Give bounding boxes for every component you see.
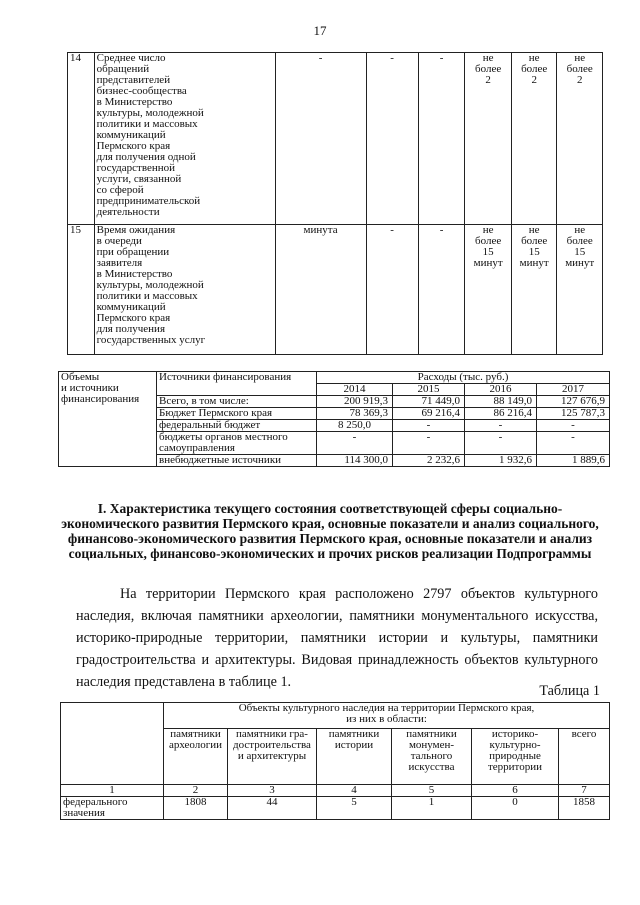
table-caption: Таблица 1: [539, 683, 600, 699]
source-name: внебюджетные источники: [157, 455, 317, 467]
column-header: памятники монумен- тального искусства: [392, 729, 472, 785]
value-cell: 1: [392, 797, 472, 820]
table-row: [61, 797, 610, 820]
value-cell: -: [366, 53, 418, 225]
column-number: 4: [317, 785, 392, 797]
value-cell: не более 2: [511, 53, 557, 225]
expenses-header: Расходы (тыс. руб.): [317, 372, 610, 384]
column-number: 7: [559, 785, 610, 797]
source-name: Бюджет Пермского края: [157, 408, 317, 420]
indicator-label: Время ожидания в очереди при обращении заявителя в Министерство культуры, молодежной политики и массовых коммуникаций Пермского края для получения государственных услуг: [94, 225, 275, 355]
amount-cell: 86 216,4: [465, 408, 537, 420]
section-heading: I. Характеристика текущего состояния соответствующей сферы социально-экономического развития Пермского края, основные показатели и анализ социального, финансово-экономического развития Пермского края, основные показатели и анализ социальных, финансово-экономических и прочих рисков реализации Подпрограммы: [61, 501, 599, 561]
amount-cell: -: [537, 432, 610, 455]
amount-cell: -: [317, 432, 393, 455]
amount-cell: 78 369,3: [317, 408, 393, 420]
amount-cell: 71 449,0: [393, 396, 465, 408]
group-header: Объекты культурного наследия на территории Пермского края, из них в области:: [164, 703, 610, 729]
column-header: историко- культурно- природные территории: [472, 729, 559, 785]
finance-label: Объемы и источники финансирования: [59, 372, 157, 467]
column-header: памятники истории: [317, 729, 392, 785]
page-number: 17: [313, 23, 327, 38]
year-header: 2017: [537, 384, 610, 396]
amount-cell: 125 787,3: [537, 408, 610, 420]
unit-cell: минута: [275, 225, 366, 355]
sources-header: Источники финансирования: [157, 372, 317, 396]
value-cell: 1808: [164, 797, 228, 820]
amount-cell: 200 919,3: [317, 396, 393, 408]
table-row: [61, 785, 610, 797]
value-cell: не более 2: [465, 53, 512, 225]
source-name: бюджеты органов местного самоуправления: [157, 432, 317, 455]
column-number: 5: [392, 785, 472, 797]
finance-table: [58, 371, 610, 467]
value-cell: не более 15 минут: [511, 225, 557, 355]
source-name: Всего, в том числе:: [157, 396, 317, 408]
value-cell: -: [418, 225, 465, 355]
paragraph-text: На территории Пермского края расположено 2797 объектов культурного наследия, включая памятники археологии, памятники монументального искусства, историко-природные территории, памятники истории и культуры, памятники градостроительства и архитектуры. Видовая принадлежность объектов культурного наследия представлена в таблице 1.: [76, 586, 598, 690]
body-paragraph: [76, 583, 598, 693]
row-label: федерального значения: [61, 797, 164, 820]
amount-cell: -: [465, 432, 537, 455]
value-cell: не более 15 минут: [557, 225, 603, 355]
amount-cell: 8 250,0: [317, 420, 393, 432]
amount-cell: -: [465, 420, 537, 432]
column-header: памятники археологии: [164, 729, 228, 785]
indicators-table: [67, 52, 603, 355]
value-cell: 5: [317, 797, 392, 820]
table-row: [68, 53, 603, 225]
amount-cell: 114 300,0: [317, 455, 393, 467]
value-cell: не более 2: [557, 53, 603, 225]
column-number: 1: [61, 785, 164, 797]
row-number: 14: [68, 53, 95, 225]
column-header: всего: [559, 729, 610, 785]
amount-cell: 1 889,6: [537, 455, 610, 467]
value-cell: не более 15 минут: [465, 225, 512, 355]
amount-cell: 69 216,4: [393, 408, 465, 420]
year-header: 2016: [465, 384, 537, 396]
amount-cell: 2 232,6: [393, 455, 465, 467]
amount-cell: -: [393, 420, 465, 432]
value-cell: 0: [472, 797, 559, 820]
amount-cell: 1 932,6: [465, 455, 537, 467]
value-cell: 1858: [559, 797, 610, 820]
source-name: федеральный бюджет: [157, 420, 317, 432]
unit-cell: -: [275, 53, 366, 225]
empty-header: [61, 703, 164, 785]
column-number: 6: [472, 785, 559, 797]
indicator-label: Среднее число обращений представителей бизнес-сообщества в Министерство культуры, молодежной политики и массовых коммуникаций Пермского края для получения одной государственной услуги, связанной со сферой предпринимательской деятельности: [94, 53, 275, 225]
row-number: 15: [68, 225, 95, 355]
year-header: 2015: [393, 384, 465, 396]
column-number: 2: [164, 785, 228, 797]
table-row: [68, 225, 603, 355]
amount-cell: -: [537, 420, 610, 432]
amount-cell: -: [393, 432, 465, 455]
value-cell: -: [366, 225, 418, 355]
heritage-table: [60, 702, 610, 820]
amount-cell: 127 676,9: [537, 396, 610, 408]
value-cell: 44: [228, 797, 317, 820]
year-header: 2014: [317, 384, 393, 396]
column-number: 3: [228, 785, 317, 797]
amount-cell: 88 149,0: [465, 396, 537, 408]
value-cell: -: [418, 53, 465, 225]
column-header: памятники гра- достроительства и архитектуры: [228, 729, 317, 785]
